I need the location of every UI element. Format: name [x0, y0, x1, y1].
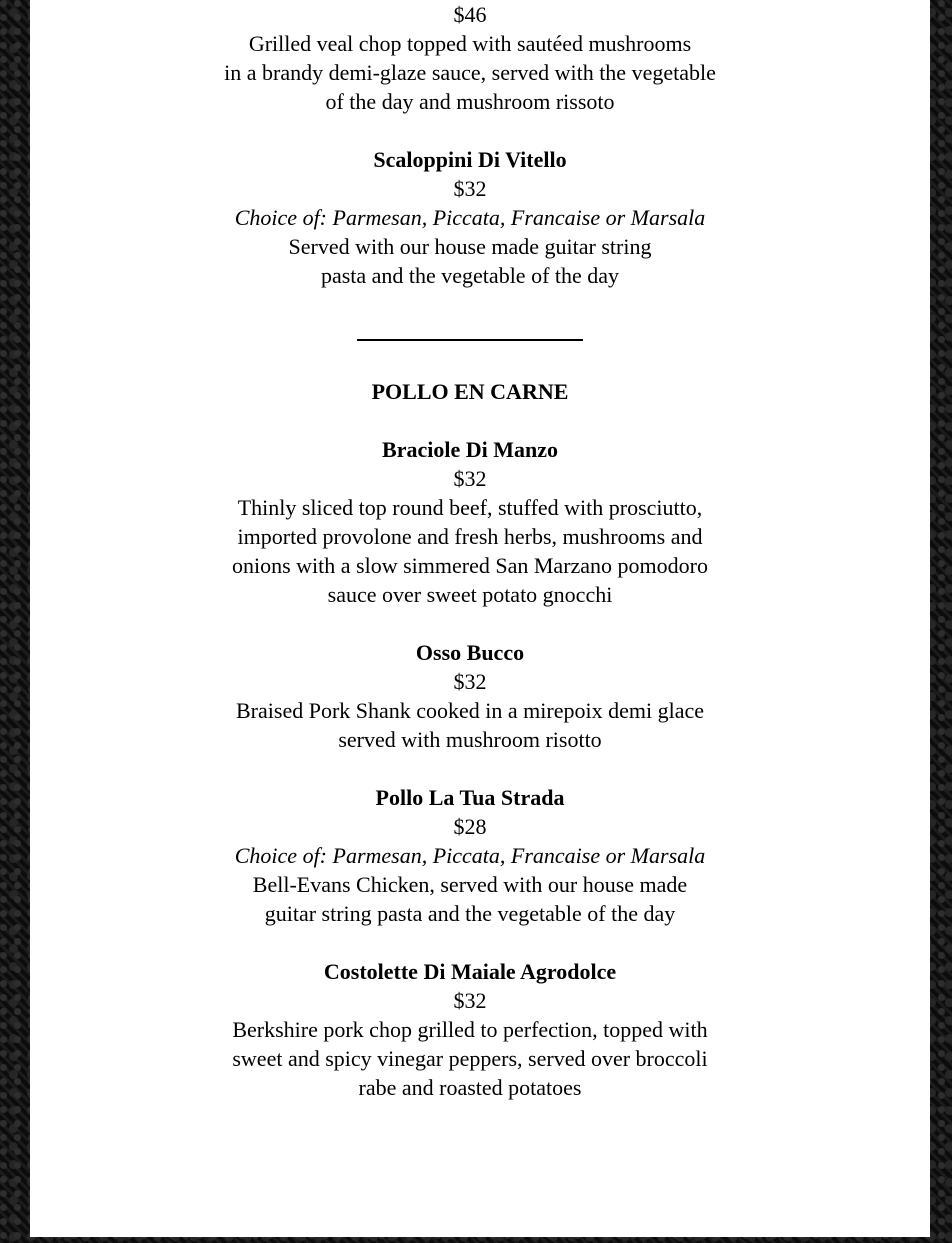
dish-description-line: guitar string pasta and the vegetable of the day [264, 901, 676, 926]
dish-price: $32 [453, 988, 487, 1013]
dish-description-line: of the day and mushroom rissoto [325, 89, 615, 114]
dish-description-line: pasta and the vegetable of the day [320, 263, 620, 288]
dish-description-line: sweet and spicy vinegar peppers, served over broccoli [232, 1046, 708, 1071]
dish-price: $46 [453, 2, 487, 27]
section-divider [20, 319, 920, 348]
dish-description-line: served with mushroom risotto [338, 727, 602, 752]
dish-price: $32 [453, 176, 487, 201]
menu-content [20, 0, 920, 1102]
dish-description-line: Bell-Evans Chicken, served with our house made [252, 872, 688, 897]
dish-pollo-la-tua-strada [20, 783, 920, 928]
menu-page [30, 0, 930, 1237]
dish-description-line: Grilled veal chop topped with sautéed mushrooms [248, 31, 692, 56]
dish-name: Scaloppini Di Vitello [373, 147, 567, 172]
dish-choice: Choice of: Parmesan, Piccata, Francaise or Marsala [234, 843, 706, 868]
spacer [20, 609, 920, 638]
dish-scaloppini-di-vitello [20, 145, 920, 290]
dish-name: Pollo La Tua Strada [375, 785, 565, 810]
spacer [20, 116, 920, 145]
dish-vitello-cotoletta [20, 0, 920, 116]
dish-costolette-di-maiale-agrodolce [20, 957, 920, 1102]
spacer [20, 928, 920, 957]
spacer [20, 290, 920, 319]
dish-choice: Choice of: Parmesan, Piccata, Francaise or Marsala [234, 205, 706, 230]
dish-name: Braciole Di Manzo [382, 437, 558, 462]
dish-price: $28 [453, 814, 487, 839]
section-title: POLLO EN CARNE [371, 379, 569, 404]
dish-name: Osso Bucco [415, 640, 525, 665]
dish-price: $32 [453, 466, 487, 491]
dish-description-line: rabe and roasted potatoes [358, 1075, 582, 1100]
dish-description-line: imported provolone and fresh herbs, mushrooms and [237, 524, 703, 549]
dish-description-line: Braised Pork Shank cooked in a mirepoix demi glace [236, 698, 704, 723]
spacer [20, 406, 920, 435]
dish-description-line: Thinly sliced top round beef, stuffed with prosciutto, [237, 495, 703, 520]
dish-description-line: sauce over sweet potato gnocchi [327, 582, 613, 607]
spacer [20, 348, 920, 377]
dish-osso-bucco [20, 638, 920, 754]
dish-description-line: Served with our house made guitar string [288, 234, 652, 259]
dish-price: $32 [453, 669, 487, 694]
dish-description-line: onions with a slow simmered San Marzano pomodoro [232, 553, 708, 578]
spacer [20, 754, 920, 783]
dish-braciole-di-manzo [20, 435, 920, 609]
dish-description-line: Berkshire pork chop grilled to perfection, topped with [232, 1017, 708, 1042]
dish-description-line: in a brandy demi-glaze sauce, served with the vegetable [224, 60, 716, 85]
dish-name: Costolette Di Maiale Agrodolce [323, 959, 617, 984]
